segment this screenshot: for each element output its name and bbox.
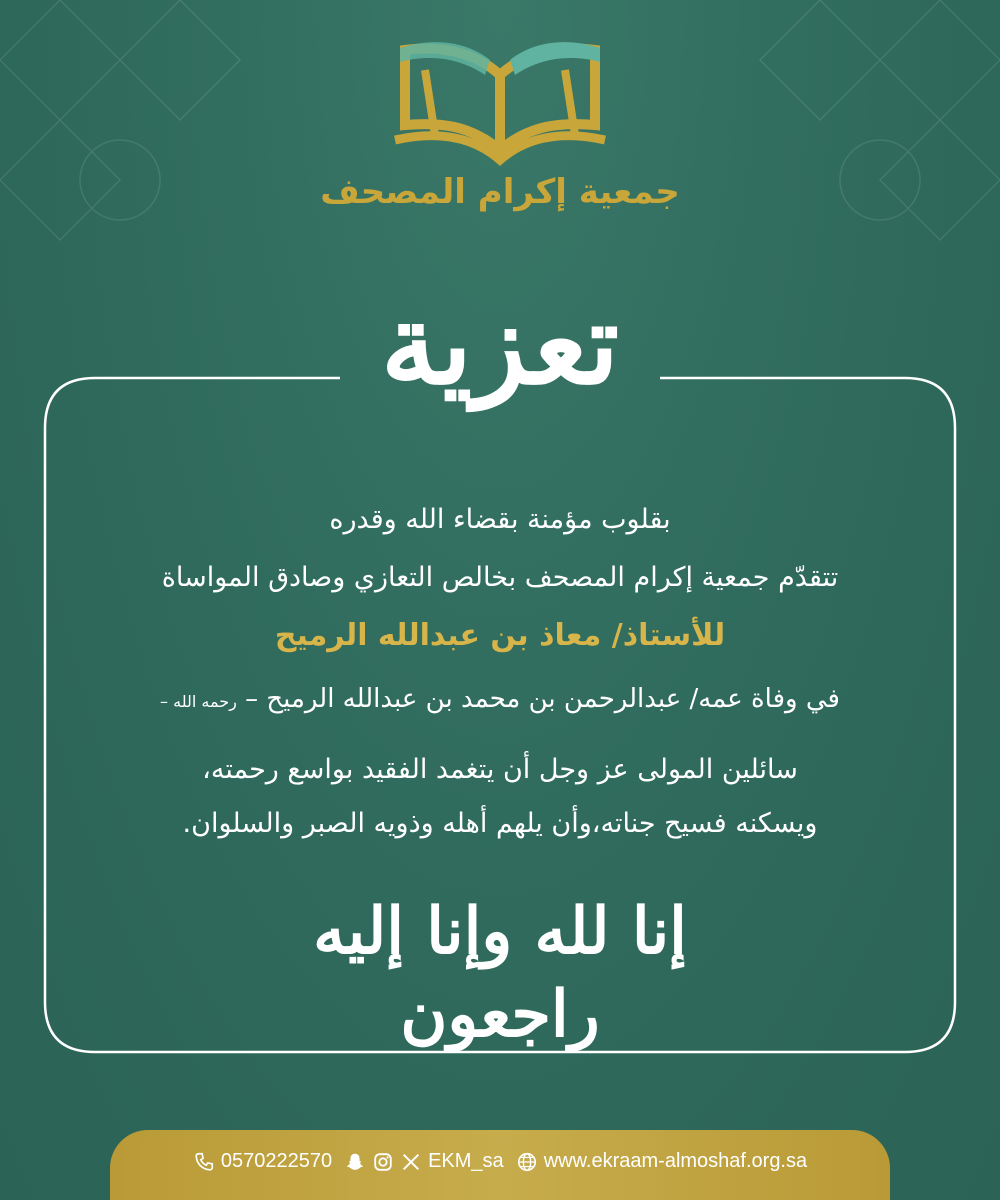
condolence-title: تعزية <box>380 279 620 410</box>
prayer-note: رحمه الله – <box>160 692 237 711</box>
recipient-name: للأستاذ/ معاذ بن عبدالله الرميح <box>274 618 726 653</box>
website-url: www.ekraam-almoshaf.org.sa <box>543 1150 808 1172</box>
x-twitter-icon[interactable] <box>400 1151 422 1173</box>
open-book-icon <box>300 30 700 180</box>
message-line-6: ويسكنه فسيح جناته،وأن يلهم أهله وذويه الصبر والسلوان. <box>182 808 818 839</box>
message-line-5: سائلين المولى عز وجل أن يتغمد الفقيد بواسع رحمته، <box>202 754 798 785</box>
website-link[interactable] <box>516 1150 807 1173</box>
message-line-deceased <box>70 684 930 714</box>
deceased-text: في وفاة عمه/ عبدالرحمن بن محمد بن عبدالله الرميح – <box>245 684 840 714</box>
phone-icon <box>193 1151 215 1173</box>
instagram-icon[interactable] <box>372 1151 394 1173</box>
contact-row <box>110 1150 890 1173</box>
phone-number: 0570222570 <box>220 1150 333 1172</box>
phone-contact[interactable] <box>193 1150 332 1173</box>
footer-bar <box>110 1130 890 1200</box>
globe-icon <box>516 1151 538 1173</box>
social-icons <box>344 1150 504 1173</box>
organization-name: جمعية إكرام المصحف <box>320 172 680 212</box>
social-handle: EKM_sa <box>428 1150 504 1172</box>
message-line-2: تتقدّم جمعية إكرام المصحف بخالص التعازي وصادق المواساة <box>161 562 839 593</box>
message-line-1: بقلوب مؤمنة بقضاء الله وقدره <box>329 504 671 535</box>
closing-phrase: إنا لله وإنا إليه راجعون <box>313 894 687 1053</box>
snapchat-icon[interactable] <box>344 1151 366 1173</box>
